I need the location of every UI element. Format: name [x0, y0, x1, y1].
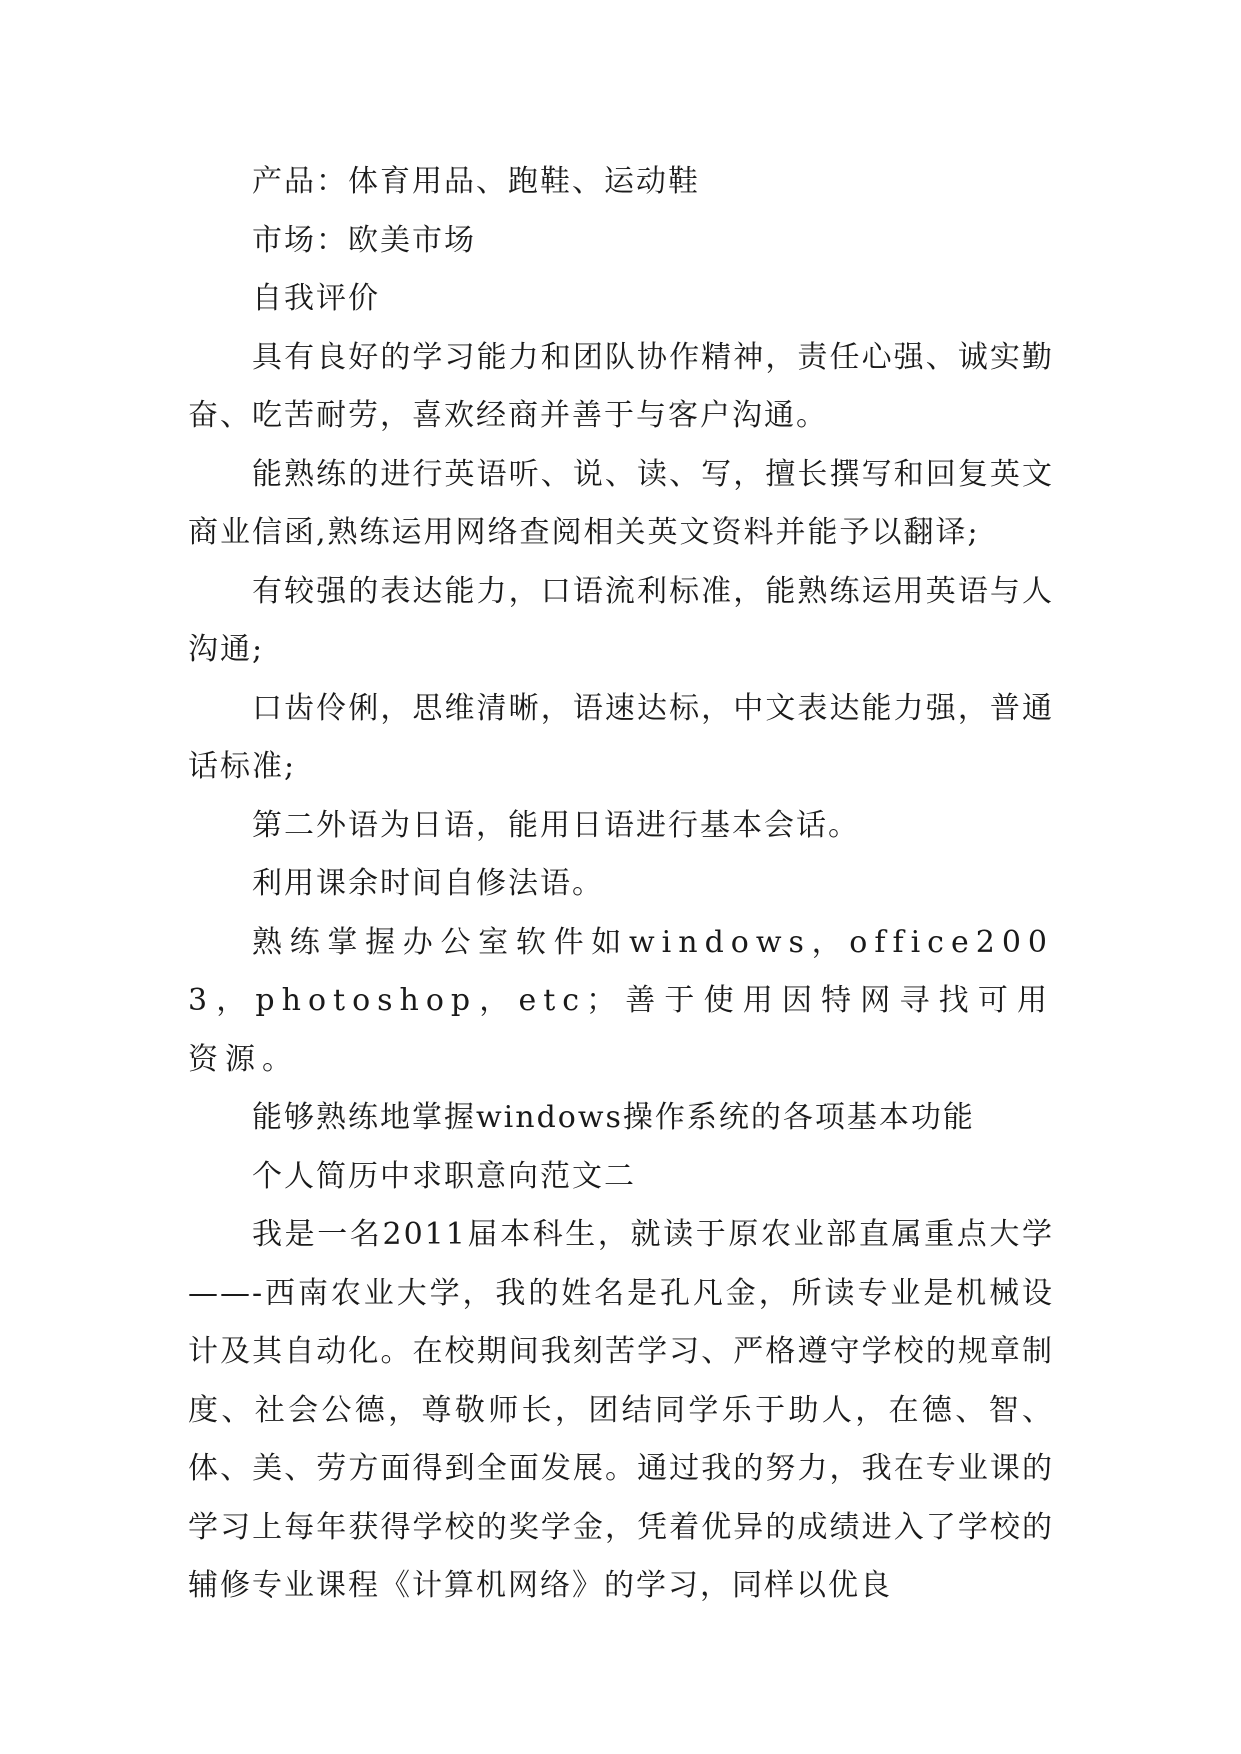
paragraph-expression-ability: 有较强的表达能力，口语流利标准，能熟练运用英语与人沟通; [188, 573, 1054, 667]
paragraph-japanese: 第二外语为日语，能用日语进行基本会话。 [252, 807, 860, 843]
section-heading-sample-two: 个人简历中求职意向范文二 [252, 1158, 636, 1194]
paragraph-french: 利用课余时间自修法语。 [252, 866, 604, 901]
paragraph-english-skills: 能熟练的进行英语听、说、读、写，擅长撰写和回复英文商业信函,熟练运用网络查阅相关英文资料并能予以翻译; [188, 456, 1054, 550]
paragraph-product: 产品：体育用品、跑鞋、运动鞋 [252, 164, 700, 199]
paragraph-office-software: 熟练掌握办公室软件如windows，office2003，photoshop，etc；善于使用因特网寻找可用资源。 [188, 924, 1054, 1077]
paragraph-mandarin: 口齿伶俐，思维清晰，语速达标，中文表达能力强，普通话标准; [188, 690, 1054, 784]
paragraph-learning-ability: 具有良好的学习能力和团队协作精神，责任心强、诚实勤奋、吃苦耐劳，喜欢经商并善于与客户沟通。 [188, 339, 1054, 433]
paragraph-introduction: 我是一名2011届本科生，就读于原农业部直属重点大学——-西南农业大学，我的姓名是孔凡金，所读专业是机械设计及其自动化。在校期间我刻苦学习、严格遵守学校的规章制度、社会公德，尊敬师长，团结同学乐于助人，在德、智、体、美、劳方面得到全面发展。通过我的努力，我在专业课的学习上每年获得学校的奖学金，凭着优异的成绩进入了学校的辅修专业课程《计算机网络》的学习，同样以优良 [188, 1217, 1054, 1603]
section-heading-self-evaluation: 自我评价 [252, 281, 380, 316]
paragraph-windows: 能够熟练地掌握windows操作系统的各项基本功能 [252, 1100, 975, 1135]
paragraph-market: 市场：欧美市场 [252, 222, 476, 258]
document-body [188, 153, 1054, 1616]
